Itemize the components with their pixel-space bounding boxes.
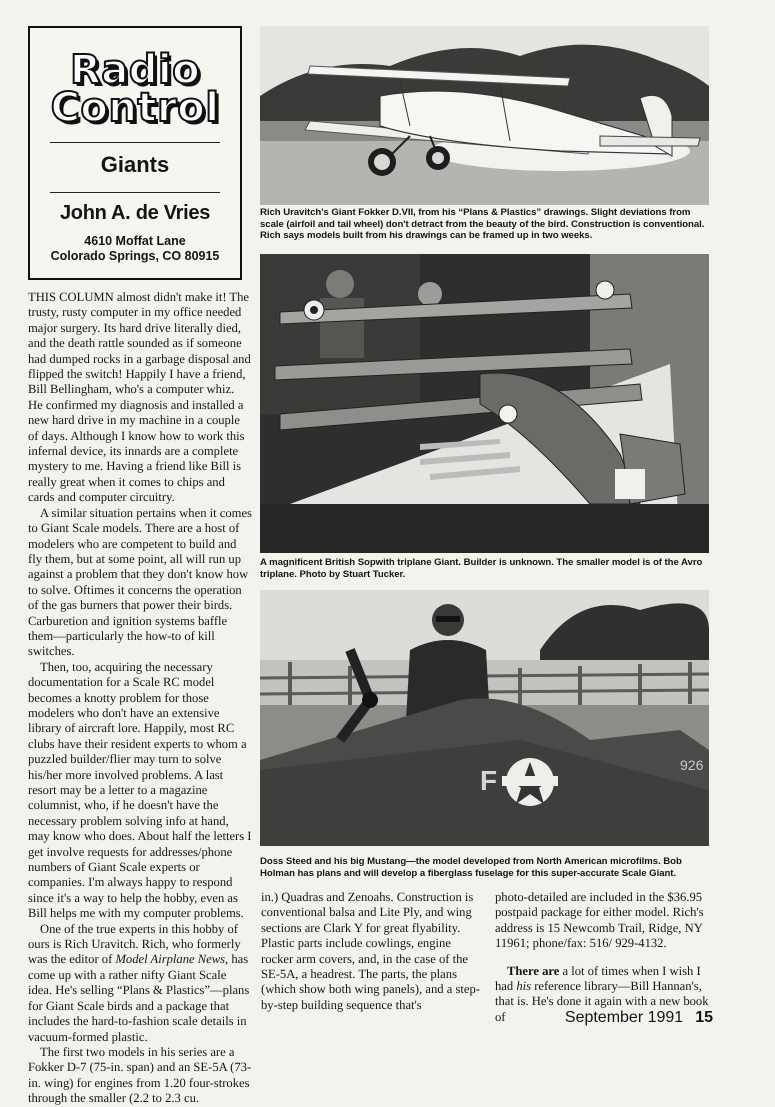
photo-mustang xyxy=(260,590,709,846)
svg-text:F: F xyxy=(480,765,498,796)
paragraph: Then, too, acquiring the necessary documentation for a Scale RC model becomes a knotty problem for those modelers who don't have an extensive library of aircraft lore. Happily, most RC clubs have their resident experts to whom a puzzled builder/flier may turn to solve his/her more involved problems. A last resort may be a letter to a magazine columnist, who, if he doesn't have the necessary problem solving info at hand, may know who does. About half the letters I get involve requests for addresses/phone numbers of Giant Scale experts or companies. I'm always happy to respond since it's a way to help the hobby, even as Bill helps me with my computer problems. xyxy=(28,659,252,921)
caption-sopwith: A magnificent British Sopwith triplane Giant. Builder is unknown. The smaller model is of the Avro triplane. Photo by Stuart Tucker. xyxy=(260,557,703,580)
article-column-1 xyxy=(28,290,252,1107)
article-column-2 xyxy=(261,890,483,1013)
paragraph: THIS COLUMN almost didn't make it! The trusty, rusty computer in my office needed major surgery. Its hard drive literally died, and the death rattle sounded as if someone had dumped rocks in a garbage disposal and flipped the switch! Happily I have a friend, Bill Bellingham, who's a computer whiz. He confirmed my diagnosis and installed a new hard drive in my machine in a couple of days. Although I know how to work this infernal device, its innards are a complete mystery to me. Having a friend like Bill is really great when it comes to chips and cards and computer circuitry. xyxy=(28,290,251,505)
caption-fokker: Rich Uravitch's Giant Fokker D.VII, from his “Plans & Plastics” drawings. Slight deviations from scale (airfoil and tail wheel) don't detract from the beauty of the bird. Construction is conventional. Rich says models built from his drawings can be framed up in two weeks. xyxy=(260,207,705,242)
page-footer xyxy=(565,1009,713,1027)
author-address-city: Colorado Springs, CO 80915 xyxy=(50,249,220,263)
divider xyxy=(50,142,220,143)
author-name: John A. de Vries xyxy=(59,202,211,224)
svg-text:926: 926 xyxy=(680,757,704,773)
paragraph: The first two models in his series are a Fokker D-7 (75-in. span) and an SE-5A (73-in. wing) for engines from 1.20 four-strokes through the smaller (2.2 to 2.3 cu. xyxy=(28,1044,252,1106)
column-subtitle: Giants xyxy=(100,152,170,177)
lead-in: THIS COLUMN xyxy=(28,290,114,304)
logo-radio: Radio xyxy=(69,47,201,93)
photo-fokker-dvii xyxy=(260,26,709,205)
paragraph: A similar situation pertains when it comes to Giant Scale models. There are a host of modelers who are competent to build and fly them, but at some point, all will run up against a problem that they don't know how to solve. Oftimes it concerns the operation of the gas burners that power their birds. Carburetion and ignition systems baffle them—particularly the how-to of kill switches. xyxy=(28,505,252,659)
article-column-3 xyxy=(495,890,713,1025)
caption-mustang: Doss Steed and his big Mustang—the model developed from North American microfilms. Bob Holman has plans and will develop a fiberglass fuselage for this super-accurate Scale Giant. xyxy=(260,856,682,879)
logo-control: Control xyxy=(50,85,220,131)
paragraph: There are a lot of times when I wish I had his reference library—Bill Hannan's, that is. He's done it again with a new book of xyxy=(495,963,709,1024)
paragraph: photo-detailed are included in the $36.95 postpaid package for either model. Rich's address is 15 Newcomb Trail, Ridge, NY 11961; phone/fax: 516/ 929-4132. xyxy=(495,890,704,951)
photo-sopwith-triplane xyxy=(260,254,709,553)
issue-date: September 1991 xyxy=(564,1009,684,1026)
divider xyxy=(50,192,220,193)
column-header-box xyxy=(28,26,242,280)
paragraph: One of the true experts in this hobby of ours is Rich Uravitch. Rich, who formerly was the editor of Model Airplane News, has come up with a rather nifty Giant Scale idea. He's selling “Plans & Plastics”—plans for Giant Scale birds and a package that includes the hard-to-fashion scale details in vacuum-formed plastic. xyxy=(28,921,250,1044)
page-number: 15 xyxy=(695,1009,713,1026)
author-address-street: 4610 Moffat Lane xyxy=(84,234,186,248)
paragraph: in.) Quadras and Zenoahs. Construction is conventional balsa and Lite Ply, and wing sections are Clark Y for great flyability. Plastic parts include cowlings, engine rocker arm covers, and, in the case of the SE-5A, a headrest. The parts, the plans (which show both wing panels), and a step-by-step building sequence that's xyxy=(261,890,480,1012)
